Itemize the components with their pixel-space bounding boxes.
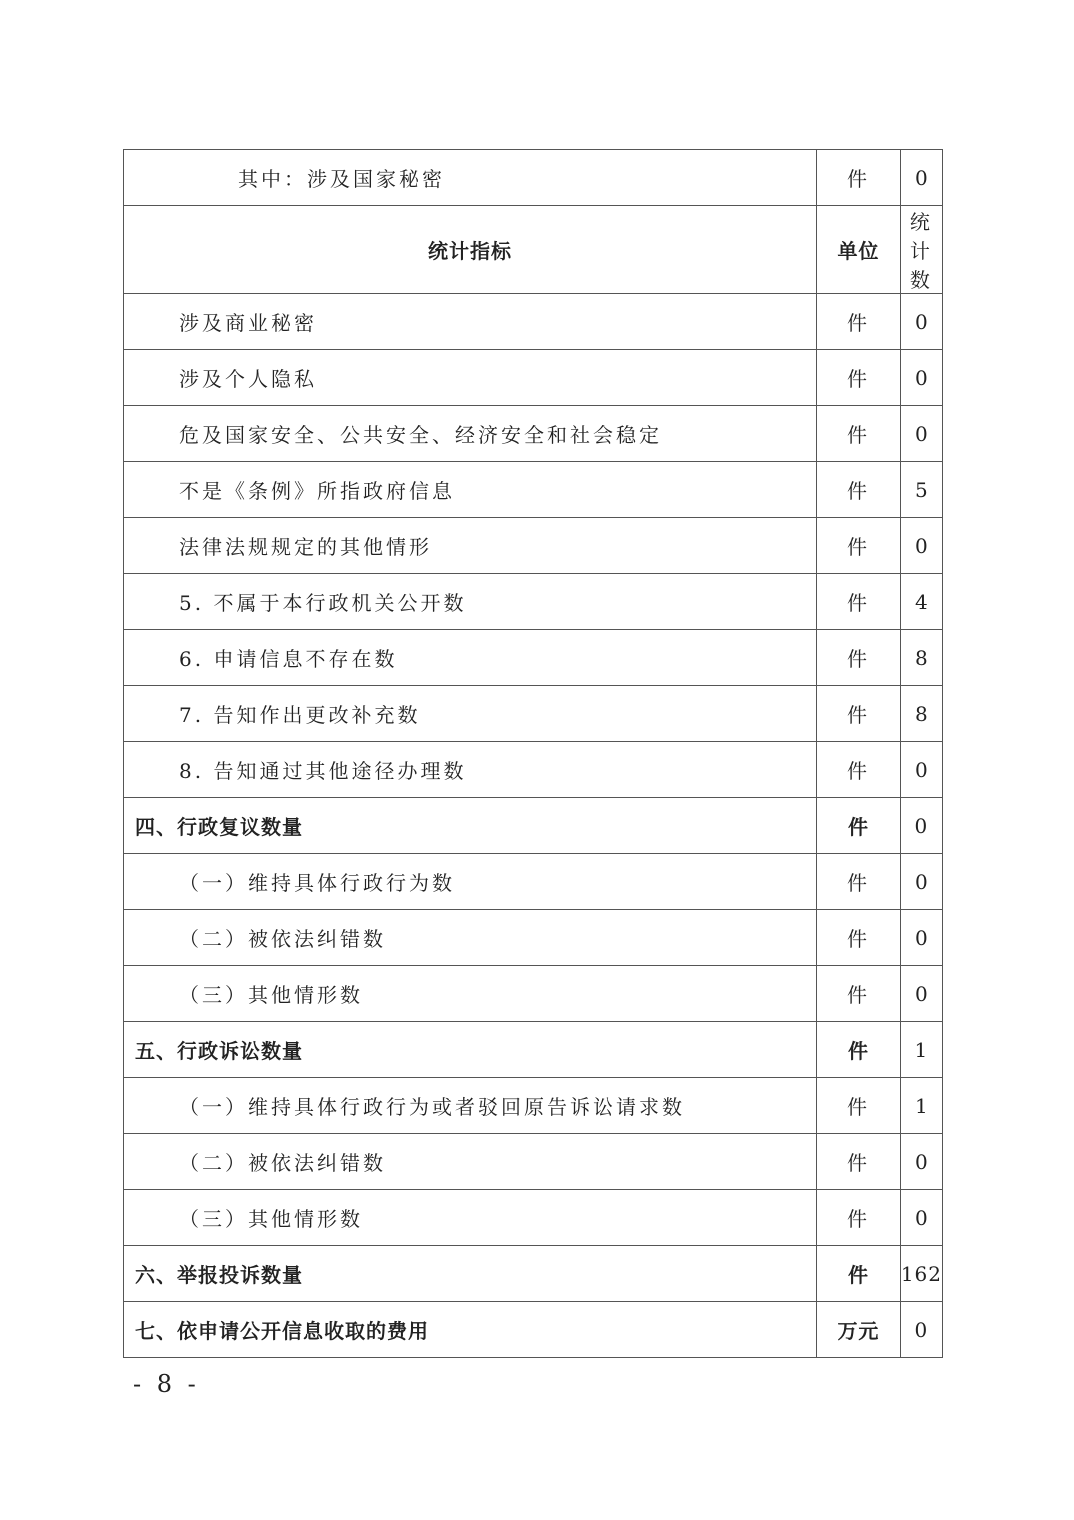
row-value: 1 [900, 1078, 942, 1134]
row-value: 0 [900, 350, 942, 406]
row-label: 涉及商业秘密 [124, 294, 817, 350]
table-row [124, 1302, 943, 1358]
row-unit: 件 [817, 1078, 901, 1134]
row-value: 0 [900, 910, 942, 966]
row-unit: 件 [817, 798, 901, 854]
row-label: 法律法规规定的其他情形 [124, 518, 817, 574]
row-label: 不是《条例》所指政府信息 [124, 462, 817, 518]
row-unit: 件 [817, 630, 901, 686]
table-row [124, 742, 943, 798]
row-label: 8. 告知通过其他途径办理数 [124, 742, 817, 798]
row-value: 0 [900, 1190, 942, 1246]
table-row [124, 350, 943, 406]
row-label: （二）被依法纠错数 [124, 910, 817, 966]
row-unit: 件 [817, 518, 901, 574]
table-row [124, 910, 943, 966]
row-value: 8 [900, 630, 942, 686]
row-label: 七、依申请公开信息收取的费用 [124, 1302, 817, 1358]
row-unit: 件 [817, 854, 901, 910]
row-label: （一）维持具体行政行为或者驳回原告诉讼请求数 [124, 1078, 817, 1134]
table-row [124, 1022, 943, 1078]
row-value: 0 [900, 854, 942, 910]
row-value: 5 [900, 462, 942, 518]
row-label: （二）被依法纠错数 [124, 1134, 817, 1190]
row-unit: 件 [817, 1246, 901, 1302]
row-unit: 件 [817, 1022, 901, 1078]
row-unit: 万元 [817, 1302, 901, 1358]
table-row [124, 1246, 943, 1302]
table-row [124, 966, 943, 1022]
row-unit: 单位 [817, 206, 901, 294]
row-label: 六、举报投诉数量 [124, 1246, 817, 1302]
table-row [124, 518, 943, 574]
row-label: （三）其他情形数 [124, 1190, 817, 1246]
row-label: 涉及个人隐私 [124, 350, 817, 406]
row-unit: 件 [817, 1190, 901, 1246]
row-value: 162 [900, 1246, 942, 1302]
table-row [124, 1078, 943, 1134]
row-label: 其中：涉及国家秘密 [124, 150, 817, 206]
row-unit: 件 [817, 294, 901, 350]
row-unit: 件 [817, 966, 901, 1022]
table-row [124, 630, 943, 686]
row-value: 0 [900, 406, 942, 462]
page-number: - 8 - [133, 1370, 200, 1398]
row-unit: 件 [817, 574, 901, 630]
table-row [124, 1190, 943, 1246]
row-value: 0 [900, 1134, 942, 1190]
table-row [124, 406, 943, 462]
table-header-row [124, 206, 943, 294]
row-value: 统计数 [900, 206, 942, 294]
row-unit: 件 [817, 1134, 901, 1190]
row-label: 四、行政复议数量 [124, 798, 817, 854]
row-unit: 件 [817, 686, 901, 742]
row-unit: 件 [817, 150, 901, 206]
row-label: 7. 告知作出更改补充数 [124, 686, 817, 742]
table-row [124, 150, 943, 206]
table-row [124, 1134, 943, 1190]
row-value: 0 [900, 966, 942, 1022]
row-value: 0 [900, 150, 942, 206]
row-label: （三）其他情形数 [124, 966, 817, 1022]
row-unit: 件 [817, 742, 901, 798]
row-label: 统计指标 [124, 206, 817, 294]
row-value: 8 [900, 686, 942, 742]
table-row [124, 798, 943, 854]
statistics-table [123, 149, 943, 1358]
row-value: 4 [900, 574, 942, 630]
row-label: 6. 申请信息不存在数 [124, 630, 817, 686]
table-row [124, 294, 943, 350]
row-label: （一）维持具体行政行为数 [124, 854, 817, 910]
table-row [124, 686, 943, 742]
table-row [124, 854, 943, 910]
row-label: 5. 不属于本行政机关公开数 [124, 574, 817, 630]
row-value: 0 [900, 518, 942, 574]
row-unit: 件 [817, 350, 901, 406]
row-value: 0 [900, 294, 942, 350]
row-label: 危及国家安全、公共安全、经济安全和社会稳定 [124, 406, 817, 462]
row-value: 0 [900, 1302, 942, 1358]
row-value: 1 [900, 1022, 942, 1078]
table-row [124, 462, 943, 518]
row-value: 0 [900, 798, 942, 854]
row-unit: 件 [817, 910, 901, 966]
row-unit: 件 [817, 406, 901, 462]
table-row [124, 574, 943, 630]
row-value: 0 [900, 742, 942, 798]
row-label: 五、行政诉讼数量 [124, 1022, 817, 1078]
table-body [124, 150, 943, 1358]
row-unit: 件 [817, 462, 901, 518]
